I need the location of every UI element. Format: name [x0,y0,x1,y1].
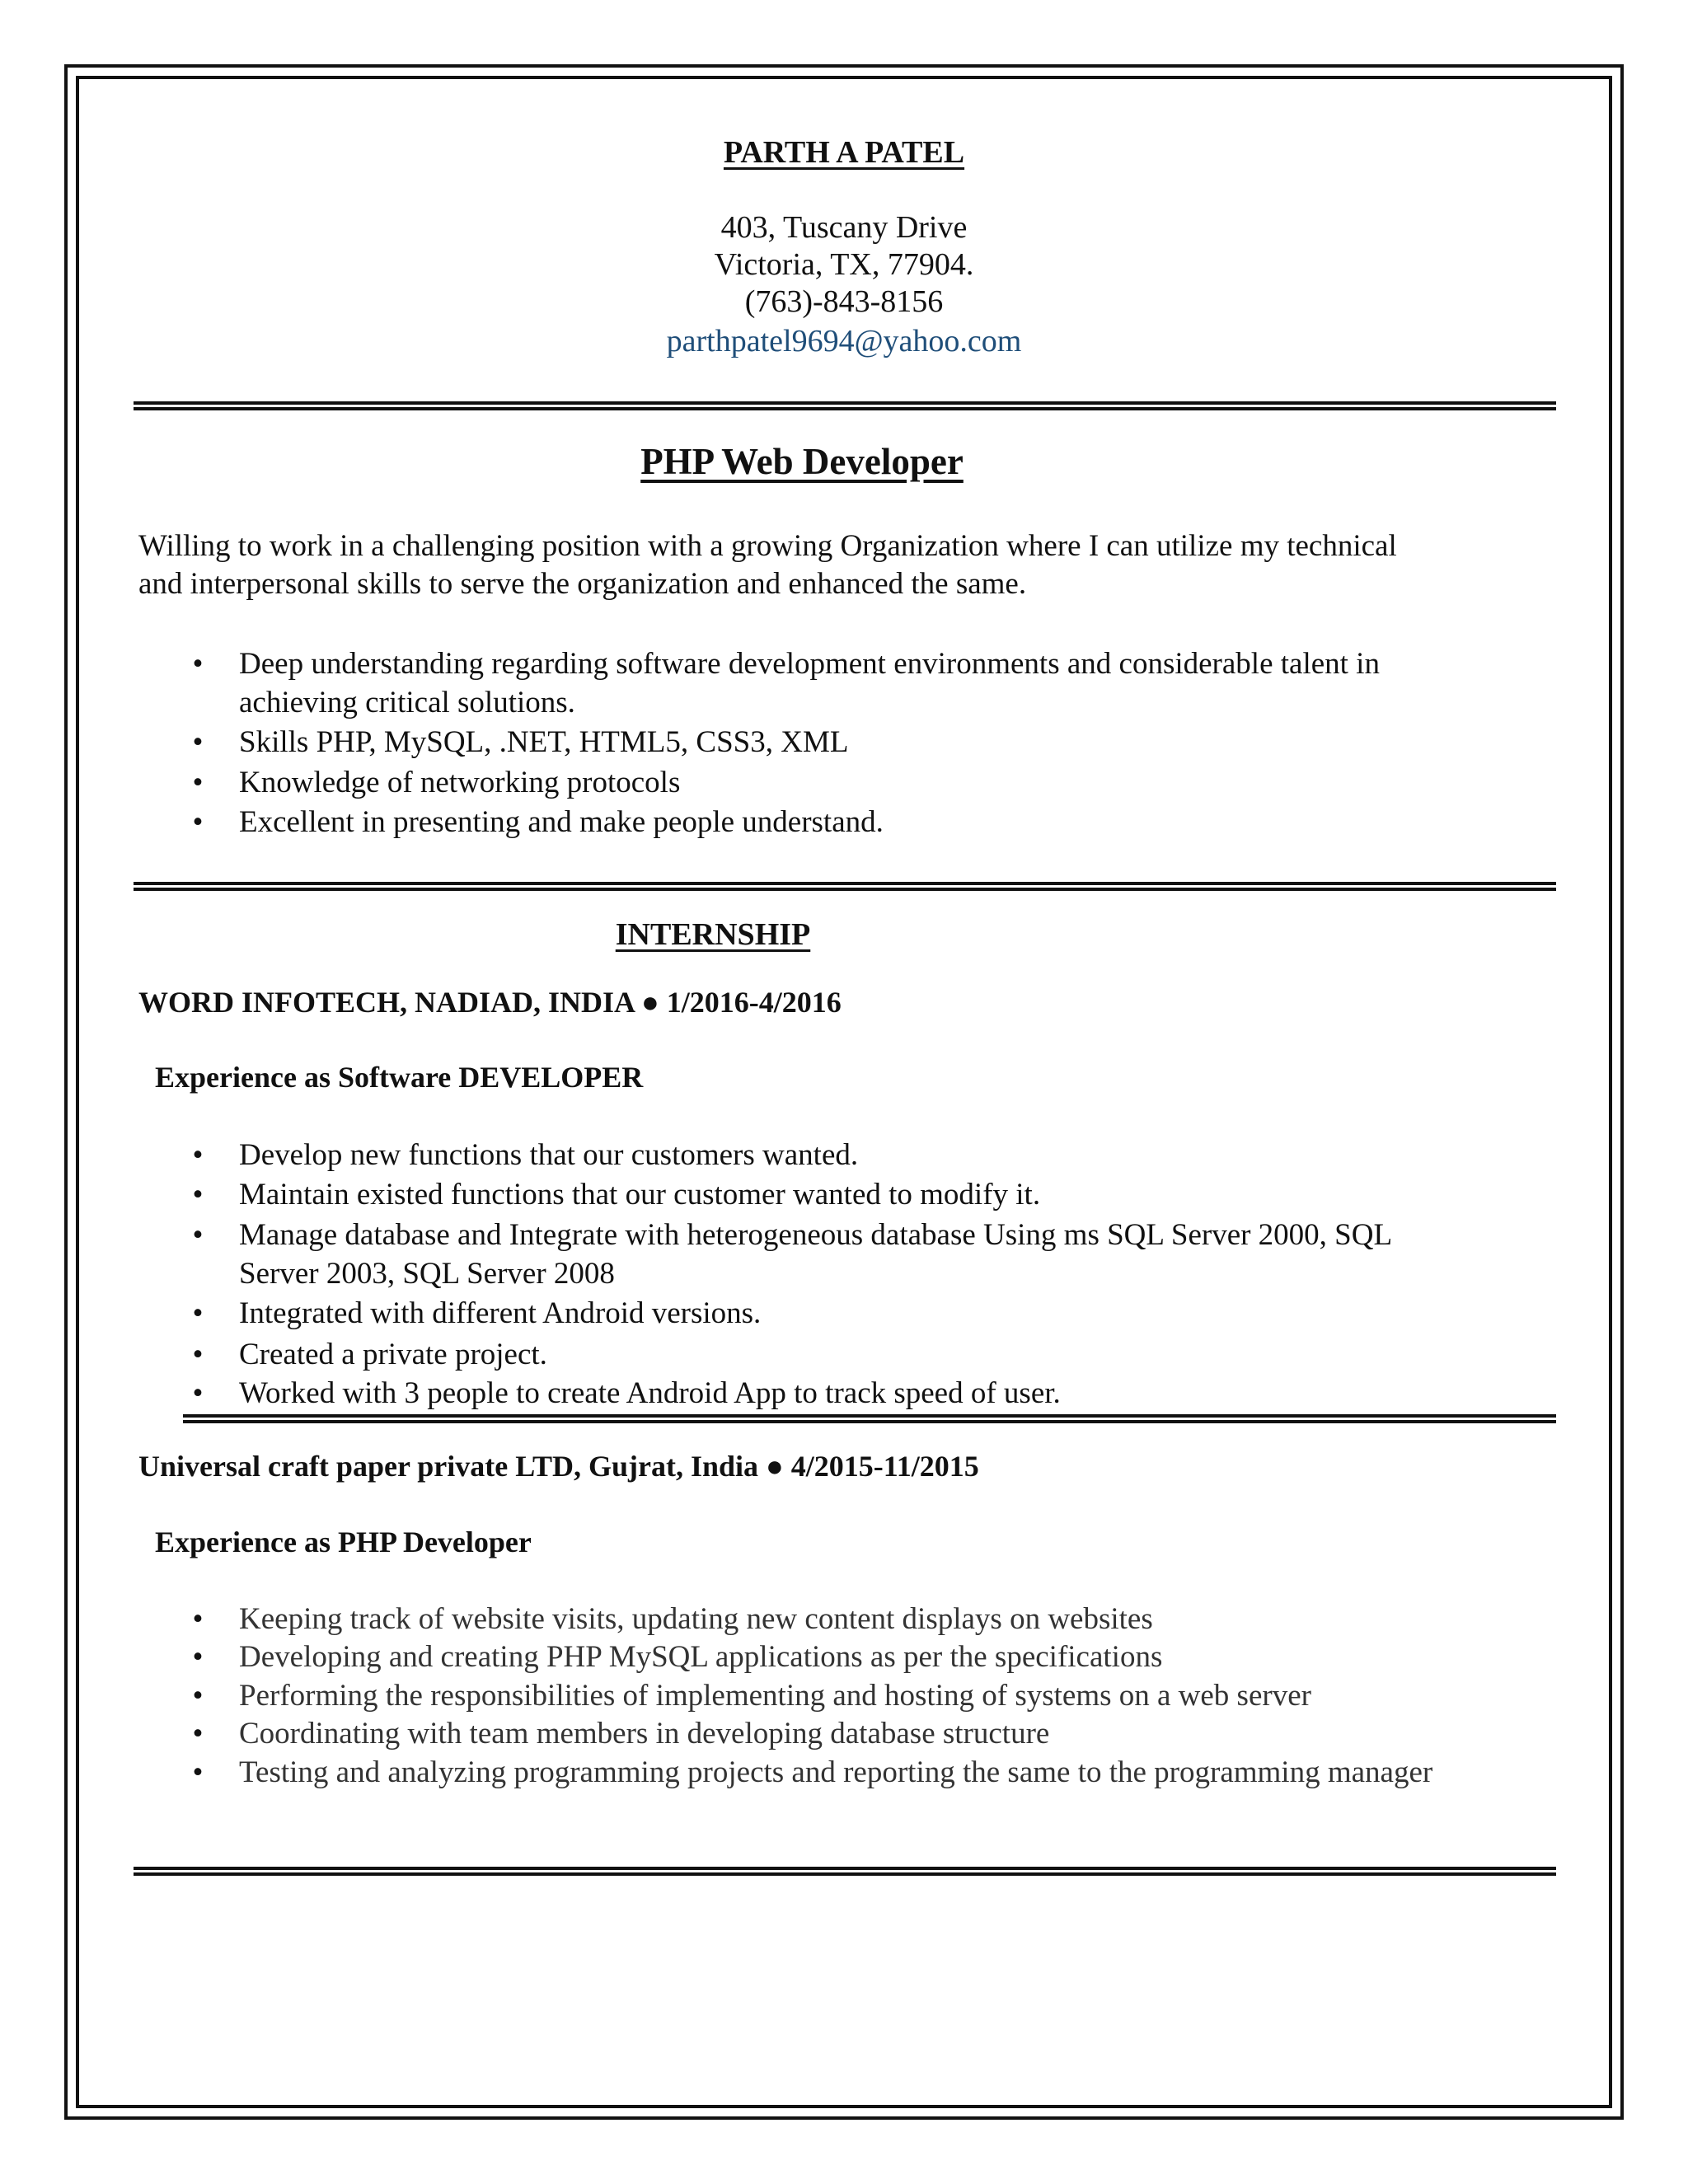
role-heading: Experience as PHP Developer [155,1526,532,1558]
objective-paragraph [138,527,1511,603]
resume-name: PARTH A PATEL [723,135,965,170]
objective-line-1: Willing to work in a challenging position with a growing Organization where I can utilize my technical [138,529,1397,563]
bullet-icon: • [192,725,204,759]
bullet-icon: • [192,1376,204,1410]
role-heading: Experience as Software DEVELOPER [155,1061,644,1094]
bullet-icon: • [192,1717,204,1750]
divider-4 [134,1867,1556,1876]
bullet-icon: • [192,805,204,839]
job-title: PHP Web Developer [640,441,964,482]
bullet-icon: • [192,1679,204,1713]
bullet-icon: • [192,766,204,799]
company-heading: WORD INFOTECH, NADIAD, INDIA ● 1/2016-4/2016 [138,986,842,1019]
bullet-icon: • [192,1640,204,1674]
internship-heading: INTERNSHIP [615,917,811,952]
bullet-icon: • [192,1755,204,1789]
divider-1 [134,401,1556,410]
address-line-1: 403, Tuscany Drive [720,210,968,245]
bullet-icon: • [192,1602,204,1636]
bullet-icon: • [192,1296,204,1330]
phone-number: (763)-843-8156 [744,284,944,319]
bullet-icon: • [192,1218,204,1252]
email-link[interactable]: parthpatel9694@yahoo.com [666,324,1022,359]
bullet-icon: • [192,647,204,681]
address-line-2: Victoria, TX, 77904. [714,247,974,282]
divider-2 [134,882,1556,891]
objective-line-2: and interpersonal skills to serve the organization and enhanced the same. [138,567,1027,601]
bullet-icon: • [192,1178,204,1212]
company-heading: Universal craft paper private LTD, Gujrat, India ● 4/2015-11/2015 [138,1450,979,1483]
divider-3 [183,1414,1556,1423]
bullet-icon: • [192,1338,204,1371]
bullet-icon: • [192,1138,204,1172]
